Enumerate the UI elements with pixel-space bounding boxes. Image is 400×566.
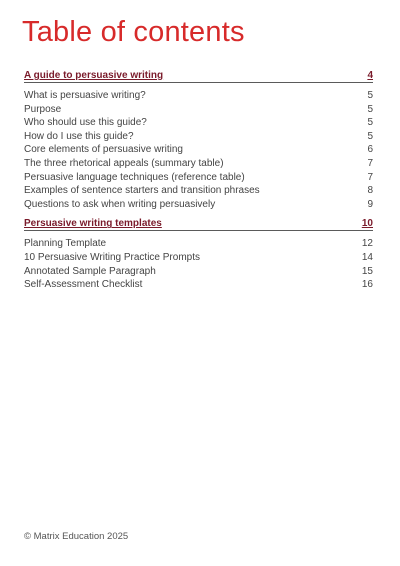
toc-entry[interactable] (24, 89, 373, 103)
toc-entry-page: 5 (367, 117, 373, 129)
toc-entry-label: What is persuasive writing? (24, 90, 146, 101)
toc-entry-page: 8 (367, 185, 373, 197)
toc-entry-label: Core elements of persuasive writing (24, 144, 183, 156)
toc-entry-page: 15 (361, 265, 373, 277)
toc-entry-page: 7 (367, 157, 373, 169)
toc-entry-label: How do I use this guide? (24, 130, 134, 142)
toc-entry-label: The three rhetorical appeals (summary table) (24, 157, 224, 169)
toc-entry[interactable] (24, 157, 373, 171)
toc-entry[interactable] (24, 116, 373, 130)
toc-entry-page: 5 (367, 90, 373, 101)
toc-section-heading-page: 4 (367, 70, 373, 81)
toc-entry[interactable] (24, 143, 373, 157)
toc-section-heading-label: Persuasive writing templates (24, 218, 162, 230)
copyright-footer: © Matrix Education 2025 (24, 531, 129, 542)
toc-entry[interactable] (24, 130, 373, 144)
toc-entry-label: Examples of sentence starters and transition phrases (24, 185, 260, 197)
toc-entry[interactable] (24, 198, 373, 212)
toc-entry-label: Self-Assessment Checklist (24, 279, 143, 291)
toc-entry[interactable] (24, 171, 373, 185)
toc-section-guide (24, 70, 373, 211)
toc-entry-page: 14 (361, 251, 373, 263)
toc-entry[interactable] (24, 278, 373, 292)
toc-entry-page: 5 (367, 103, 373, 115)
toc-entry[interactable] (24, 237, 373, 251)
toc-entry-page: 16 (361, 279, 373, 291)
toc-entry-label: Annotated Sample Paragraph (24, 265, 156, 277)
toc-entry-label: 10 Persuasive Writing Practice Prompts (24, 251, 200, 263)
toc-section-heading-page: 10 (361, 218, 373, 230)
toc-entry-page: 5 (367, 130, 373, 142)
toc-entry-label: Questions to ask when writing persuasively (24, 198, 216, 210)
table-of-contents (24, 70, 373, 292)
toc-entry[interactable] (24, 103, 373, 117)
toc-section-heading[interactable] (24, 218, 373, 231)
toc-entry[interactable] (24, 251, 373, 265)
toc-entry-label: Purpose (24, 103, 62, 115)
toc-section-heading-label: A guide to persuasive writing (24, 70, 164, 81)
toc-entry-page: 9 (367, 198, 373, 210)
toc-entry-page: 6 (367, 144, 373, 156)
page-title: Table of contents (22, 16, 245, 48)
toc-entry-page: 7 (367, 171, 373, 183)
toc-section-templates (24, 218, 373, 291)
toc-section-heading[interactable] (24, 70, 373, 83)
toc-entry[interactable] (24, 265, 373, 279)
toc-entry-label: Who should use this guide? (24, 117, 147, 129)
toc-entry-page: 12 (361, 238, 373, 250)
toc-entry[interactable] (24, 184, 373, 198)
toc-entry-label: Planning Template (24, 238, 107, 250)
toc-entry-label: Persuasive language techniques (reference table) (24, 171, 245, 183)
